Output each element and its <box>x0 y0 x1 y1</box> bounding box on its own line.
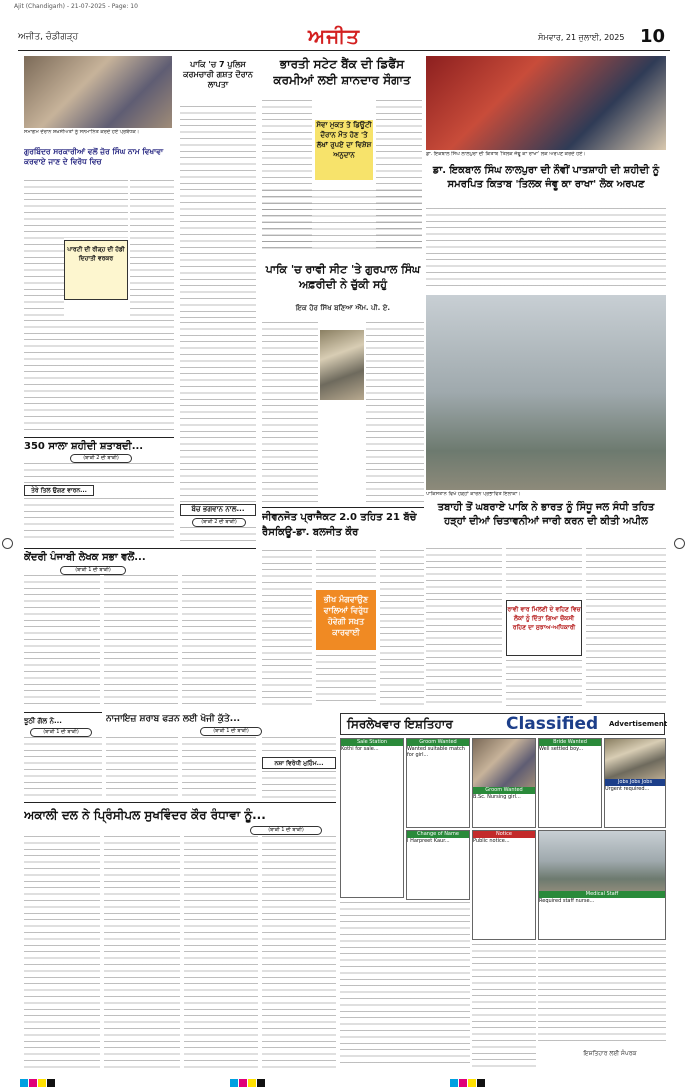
story-body <box>104 836 180 1071</box>
classified-ad-head: Sale Station <box>341 739 403 746</box>
highlight-box: ਭੀਖ ਮੰਗਵਾਉਣ ਵਾਲਿਆਂ ਵਿਰੁੱਧ ਹੋਵੇਗੀ ਸਖ਼ਤ ਕਾਰਵਾਈ <box>316 590 376 650</box>
headline-shaheedi: 350 ਸਾਲਾ ਸ਼ਹੀਦੀ ਸ਼ਤਾਬਦੀ... <box>24 441 144 452</box>
story-body <box>24 463 174 483</box>
story-body <box>262 550 312 705</box>
flood-photo <box>426 295 666 490</box>
photo-caption: ਡਾ. ਇਕਬਾਲ ਸਿੰਘ ਲਾਲਪੁਰਾ ਦੀ ਕਿਤਾਬ 'ਤਿਲਕ ਜੰਞੂ ਕਾ ਰਾਖਾ' ਲੋਕ ਅਰਪਣ ਕਰਦੇ ਹੋਏ। <box>426 151 586 157</box>
headline-ravi: ਪਾਕਿ 'ਚ ਰਾਵੀ ਸੀਟ 'ਤੇ ਗੁਰਪਾਲ ਸਿੰਘ ਅਫ਼ਰੀਦੀ ਨੇ ਚੁੱਕੀ ਸਹੁੰ <box>265 263 421 291</box>
headline-jeevanjot: ਜੀਵਨਜੋਤ ਪ੍ਰਾਜੈਕਟ 2.0 ਤਹਿਤ 21 ਬੱਚੇ ਰੈਸਕਿਊ-ਡਾ. ਬਲਜੀਤ ਕੌਰ <box>262 512 417 538</box>
continued-tag: (ਬਾਕੀ 1 ਦੀ ਬਾਕੀ) <box>60 566 126 575</box>
classified-text <box>538 944 666 1044</box>
classified-ad-head: Groom Wanted <box>473 787 535 794</box>
headline-lekhak: ਕੇਂਦਰੀ ਪੰਜਾਬੀ ਲੇਖਕ ਸਭਾ ਵਲੋਂ... <box>24 552 146 563</box>
story-body <box>506 548 582 598</box>
classified-ad <box>406 738 470 828</box>
color-swatches <box>450 1079 486 1089</box>
continued-tag: (ਬਾਕੀ 1 ਦੀ ਬਾਕੀ) <box>30 728 92 737</box>
story-body <box>180 322 256 502</box>
classified-title-punjabi: ਸਿਰਲੇਖਵਾਰ ਇਸ਼ਤਿਹਾਰ <box>347 717 453 731</box>
color-swatches <box>20 1079 56 1089</box>
divider <box>262 507 424 508</box>
classified-ad-text: Urgent required... <box>605 786 650 792</box>
story-body <box>64 180 128 238</box>
story-body <box>426 208 666 288</box>
headline-sbi: ਭਾਰਤੀ ਸਟੇਟ ਬੈਂਕ ਦੀ ਡਿਫੈਂਸ ਕਰਮੀਆਂ ਲਈ ਸ਼ਾਨਦਾਰ ਸੌਗਾਤ <box>273 57 411 87</box>
story-body <box>586 548 666 708</box>
story-body <box>180 527 256 543</box>
newspaper-logo: ਅਜੀਤ <box>308 24 361 48</box>
classified-ad-head: Bride Wanted <box>539 739 601 746</box>
classified-ad-text: Well settled boy... <box>539 746 584 752</box>
headline-sharab: ਨਾਜਾਇਜ਼ ਸ਼ਰਾਬ ਫੜਨ ਲਈ ਖੋਜੀ ਕੁੱਤੇ... <box>106 714 241 724</box>
quote-box: ਰਾਵੀ ਵਾਰ ਮਿਲਣੀ ਦੇ ਵਹਿਣ ਵਿਚ ਲੋਕਾਂ ਨੂੰ ਦਿੱਤਾ ਗਿਆ ਚੌਕਸੀ ਰਹਿਣ ਦਾ ਸੁਝਾਅ-ਅਧਿਕਾਰੀ <box>506 600 582 656</box>
subheadline-ravi: ਇਕ ਹੋਰ ਸਿੱਖ ਬਣਿਆ ਐੱਮ. ਪੀ. ਏ. <box>295 304 391 312</box>
ad-contact-label: ਇਸ਼ਤਿਹਾਰ ਲਈ ਸੰਪਰਕ <box>583 1050 637 1057</box>
page-number: 10 <box>640 26 666 47</box>
portrait-photo <box>320 330 364 400</box>
story-body <box>316 655 376 705</box>
headline-lalpura: ਡਾ. ਇਕਬਾਲ ਸਿੰਘ ਲਾਲਪੁਰਾ ਦੀ ਨੌਵੀਂ ਪਾਤਸ਼ਾਹੀ ਦੀ ਸ਼ਹੀਦੀ ਨੂੰ ਸਮਰਪਿਤ ਕਿਤਾਬ 'ਤਿਲਕ ਜੰਞੂ ਕਾ ਰਾਖਾ' ਲੋਕ ਅਰਪਣ <box>432 165 660 190</box>
continued-tag: (ਬਾਕੀ 1 ਦੀ ਬਾਕੀ) <box>250 826 322 835</box>
photo-caption: ਸਮਾਗਮ ਦੌਰਾਨ ਸ਼ਖ਼ਸੀਅਤਾਂ ਨੂੰ ਸਨਮਾਨਿਤ ਕਰਦੇ ਹੋਏ ਪ੍ਰਬੰਧਕ। <box>24 129 140 135</box>
classified-ad-head: Change of Name <box>407 831 469 838</box>
masthead <box>18 24 670 51</box>
registration-mark-icon <box>674 538 685 549</box>
classified-ad-head: Medical Staff <box>539 891 665 898</box>
classified-ad-text: B.Sc. Nursing girl... <box>473 794 521 800</box>
story-body <box>184 836 258 1071</box>
classified-ad-head: Jobs Jobs Jobs <box>605 779 665 786</box>
classified-ad-text: Public notice... <box>473 838 510 844</box>
classified-ad <box>538 830 666 940</box>
story-body <box>130 180 174 320</box>
continued-tag: (ਬਾਕੀ 2 ਦੀ ਬਾਕੀ) <box>192 518 246 527</box>
classified-ad <box>472 830 536 940</box>
story-body <box>506 660 582 708</box>
classified-ad <box>604 738 666 828</box>
subhead-box: ਤੇਰੇ ਤਿਲ ਉਗਣ ਵਾਰਨ... <box>24 485 94 496</box>
headline-akali: ਅਕਾਲੀ ਦਲ ਨੇ ਪ੍ਰਿੰਸੀਪਲ ਸੁਖਵਿੰਦਰ ਕੌਰ ਰੰਧਾਵਾ ਨੂੰ... <box>24 808 266 822</box>
highlight-box: ਸੇਵਾ ਮੁਕਤ ਤੇ ਡਿਊਟੀ ਦੌਰਾਨ ਮੌਤ ਹੋਣ 'ਤੇ ਲੱਖਾਂ ਰੁਪਏ ਦਾ ਵਿਸ਼ੇਸ਼ ਅਨੁਦਾਨ <box>315 120 373 180</box>
headline-leftcol: ਗੁਰਬਿੰਦਰ ਸਰਕਾਰੀਆਂ ਵਲੋਂ ਜ਼ੋਰ ਸਿੰਘ ਨਾਮ ਵਿਖਾਵਾ ਕਰਵਾਏ ਜਾਣ ਦੇ ਵਿਰੋਧ ਵਿਚ <box>24 147 164 166</box>
quote-box: ਪਾਰਟੀ ਦੀ ਰੀੜ੍ਹ ਦੀ ਹੱਡੀ ਦਿਹਾਤੀ ਵਰਕਰ <box>64 240 128 300</box>
registration-mark-icon <box>2 538 13 549</box>
classified-ad-text: I Harpreet Kaur... <box>407 838 450 844</box>
classified-ad-text: Wanted suitable match for girl... <box>407 746 465 758</box>
story-body <box>262 190 422 250</box>
ad-photo <box>605 739 665 779</box>
story-body <box>182 737 256 799</box>
story-body <box>262 322 318 502</box>
subhead-box: ਨਸ਼ਾ ਵਿਰੋਧੀ ਮੁਹਿੰਮ... <box>262 757 336 769</box>
story-body <box>262 771 336 799</box>
story-body <box>180 106 256 318</box>
continued-tag: (ਬਾਕੀ 2 ਦੀ ਬਾਕੀ) <box>70 454 132 463</box>
classified-ad <box>406 830 470 900</box>
story-body <box>24 737 102 799</box>
event-photo <box>24 56 172 128</box>
classified-title-english: Classified <box>506 714 599 734</box>
color-bar <box>0 1077 687 1089</box>
story-body <box>262 737 336 755</box>
story-body <box>366 322 424 502</box>
headline-bhagwant: ਬੰਚ ਭਗਵਾਨ ਨਾਲ... <box>180 504 256 516</box>
divider <box>24 548 256 549</box>
story-body <box>426 548 502 708</box>
story-body <box>106 737 178 799</box>
classified-ad-head: Groom Wanted <box>407 739 469 746</box>
story-body <box>182 575 256 705</box>
divider <box>24 712 102 713</box>
continued-tag: (ਬਾਕੀ 1 ਦੀ ਬਾਕੀ) <box>200 727 262 736</box>
divider <box>24 802 336 803</box>
classified-ad-text: Required staff nurse... <box>539 898 595 904</box>
classified-text <box>472 944 536 1067</box>
story-body <box>24 498 174 543</box>
story-body <box>24 180 64 320</box>
print-meta-strip: Ajit (Chandigarh) - 21-07-2025 - Page: 10 <box>0 0 687 14</box>
classified-ad <box>340 738 404 898</box>
classified-text <box>340 902 470 1067</box>
headline-police: ਪਾਕਿ 'ਚ 7 ਪੁਲਿਸ ਕਰਮਚਾਰੀ ਗਸ਼ਤ ਦੌਰਾਨ ਲਾਪਤਾ <box>183 60 253 89</box>
issue-date: ਸੋਮਵਾਰ, 21 ਜੁਲਾਈ, 2025 <box>538 33 625 42</box>
story-body <box>316 550 376 588</box>
classified-subtitle: Advertisement <box>609 720 668 728</box>
book-release-photo <box>426 56 666 150</box>
classified-banner <box>340 713 668 735</box>
story-body <box>262 836 336 1071</box>
story-body <box>24 836 100 1071</box>
section-label: ਅਜੀਤ, ਚੰਡੀਗੜ੍ਹ <box>18 32 79 42</box>
classified-ad <box>538 738 602 828</box>
story-body <box>380 550 424 705</box>
story-body <box>24 575 100 705</box>
headline-jhooti: ਝੂਠੀ ਗੱਲ ਨੇ... <box>24 717 62 725</box>
ad-photo <box>539 831 665 891</box>
classified-ad-text: Kothi for sale... <box>341 746 379 752</box>
headline-flood: ਤਬਾਹੀ ਤੋਂ ਘਬਰਾਏ ਪਾਕਿ ਨੇ ਭਾਰਤ ਨੂੰ ਸਿੰਧੂ ਜਲ ਸੰਧੀ ਤਹਿਤ ਹੜ੍ਹਾਂ ਦੀਆਂ ਚਿਤਾਵਨੀਆਂ ਜਾਰੀ ਕਰਨ ਦੀ ਕੀਤੀ ਅਪੀਲ <box>437 502 655 527</box>
color-swatches <box>230 1079 266 1089</box>
story-body <box>24 320 174 435</box>
story-body <box>104 575 178 705</box>
photo-caption: ਪਾਕਿਸਤਾਨ ਵਿਖੇ ਹੜ੍ਹਾਂ ਕਾਰਨ ਪ੍ਰਭਾਵਿਤ ਇਲਾਕਾ। <box>426 491 521 497</box>
classified-ad-head: Notice <box>473 831 535 838</box>
classified-ad <box>472 738 536 828</box>
ad-photo <box>473 739 535 787</box>
divider <box>24 437 174 438</box>
